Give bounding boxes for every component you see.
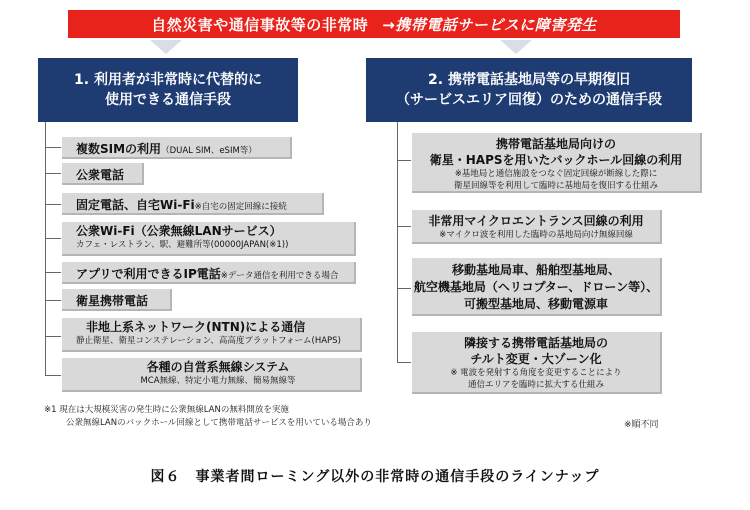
- left-item-4-title: 公衆Wi-Fi（公衆無線LANサービス）: [76, 224, 282, 238]
- left-branch-1: [45, 147, 61, 148]
- right-branch-2: [397, 226, 411, 227]
- banner-text: 自然災害や通信事故等の非常時: [151, 15, 369, 34]
- left-item-6-title: 衛星携帯電話: [76, 294, 149, 308]
- right-item-satellite-backhaul: [412, 133, 702, 193]
- left-item-2-title: 公衆電話: [76, 168, 125, 182]
- left-tree-trunk: [45, 122, 46, 375]
- right-down-arrow-icon: [500, 40, 532, 54]
- left-item-1-small: （DUAL SIM、eSIM等）: [161, 146, 257, 156]
- left-item-7-title: 非地上系ネットワーク(NTN)による通信: [86, 320, 306, 334]
- left-column-header: [38, 58, 298, 122]
- right-header-line1: 2. 携帯電話基地局等の早期復旧: [428, 72, 630, 88]
- left-item-5-small: ※データ通信を利用できる場合: [220, 271, 339, 281]
- left-branch-3: [45, 204, 61, 205]
- right-item-tilt-change: [412, 332, 662, 394]
- footnote: [44, 404, 372, 430]
- left-item-fixed-phone-wifi: [62, 193, 324, 215]
- left-item-5-title: アプリで利用できるIP電話: [76, 267, 221, 281]
- right-item-1-note1: ※基地局と通信施設をつなぐ固定回線が断線した際に: [454, 169, 658, 179]
- left-item-public-wifi: [62, 222, 356, 256]
- figure-caption: 図６ 事業者間ローミング以外の非常時の通信手段のラインナップ: [150, 469, 600, 485]
- banner-arrow-text: →携帯電話サービスに障害発生: [382, 15, 597, 34]
- left-item-ip-phone: [62, 262, 356, 284]
- left-item-public-phone: [62, 163, 144, 185]
- right-item-2-note1: ※マイクロ波を利用した臨時の基地局向け無線回線: [439, 230, 633, 240]
- left-branch-6: [45, 300, 61, 301]
- left-header-line2: 使用できる通信手段: [105, 92, 231, 108]
- left-item-ntn: [62, 318, 362, 352]
- right-item-4-line2: チルト変更・大ゾーン化: [470, 352, 602, 366]
- right-item-2-line1: 非常用マイクロエントランス回線の利用: [428, 214, 644, 228]
- right-item-1-line1: 携帯電話基地局向けの: [495, 137, 616, 151]
- left-branch-8: [45, 375, 61, 376]
- right-item-3-line2: 航空機基地局（ヘリコプター、ドローン等）、: [413, 280, 659, 294]
- left-item-private-radio: [62, 358, 362, 392]
- order-note: ※順不同: [624, 420, 659, 430]
- left-item-3-small: ※自宅の固定回線に接続: [194, 202, 287, 212]
- left-item-1-title: 複数SIMの利用: [76, 142, 162, 156]
- right-branch-4: [397, 362, 411, 363]
- right-tree-trunk: [397, 122, 398, 362]
- right-item-1-line2: 衛星・HAPSを用いたバックホール回線の利用: [429, 153, 683, 167]
- right-item-4-note2: 通信エリアを臨時に拡大する仕組み: [467, 380, 604, 390]
- left-item-3-title: 固定電話、自宅Wi-Fi: [76, 198, 195, 212]
- left-branch-2: [45, 173, 61, 174]
- footnote-line2: 公衆無線LANのバックホール回線として携帯電話サービスを用いている場合あり: [66, 418, 372, 428]
- left-item-8-title: 各種の自営系無線システム: [146, 360, 290, 374]
- left-item-7-sub: 静止衛星、衛星コンステレーション、高高度プラットフォーム(HAPS): [76, 336, 341, 346]
- left-branch-7: [45, 336, 61, 337]
- right-column-header: [366, 58, 692, 122]
- right-item-1-note2: 衛星回線等を利用して臨時に基地局を復旧する仕組み: [453, 181, 658, 191]
- left-item-4-sub: カフェ・レストラン、駅、避難所等(00000JAPAN(※1)): [76, 240, 289, 250]
- left-branch-5: [45, 272, 61, 273]
- right-branch-1: [397, 160, 411, 161]
- right-item-micro-entrance: [412, 210, 662, 244]
- left-item-8-sub: MCA無線、特定小電力無線、簡易無線等: [140, 376, 296, 386]
- left-header-line1: 1. 利用者が非常時に代替的に: [74, 72, 262, 88]
- right-item-3-line1: 移動基地局車、船舶型基地局、: [451, 263, 620, 277]
- right-item-4-note1: ※ 電波を発射する角度を変更することにより: [450, 368, 622, 378]
- right-item-4-line1: 隣接する携帯電話基地局の: [463, 336, 608, 350]
- left-item-multi-sim: [62, 137, 292, 159]
- left-branch-4: [45, 238, 61, 239]
- footnote-line1: ※1 現在は大規模災害の発生時に公衆無線LANの無料開放を実施: [44, 405, 289, 415]
- left-down-arrow-icon: [150, 40, 182, 54]
- left-item-satellite-phone: [62, 289, 172, 311]
- right-header-line2: （サービスエリア回復）のための通信手段: [396, 92, 662, 108]
- right-item-mobile-base-stations: [412, 258, 662, 316]
- right-branch-3: [397, 288, 411, 289]
- disaster-banner: [68, 10, 680, 38]
- right-item-3-line3: 可搬型基地局、移動電源車: [463, 297, 608, 311]
